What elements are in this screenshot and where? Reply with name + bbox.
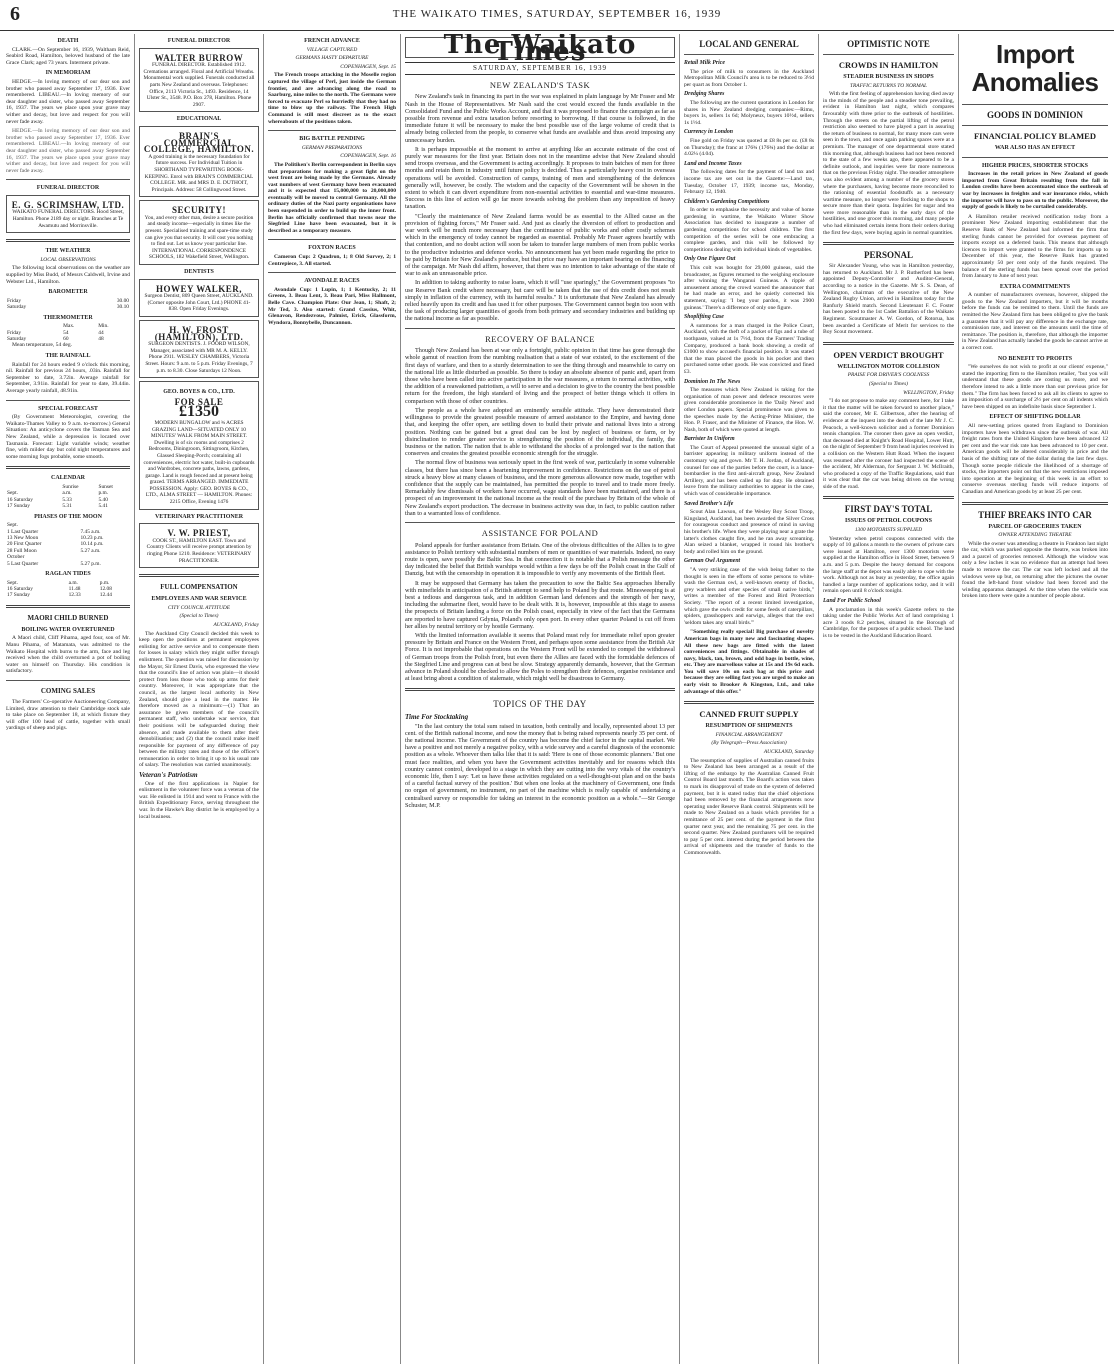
- french-article: The French troops attacking in the Moselle region captured the village of Perl, just inside the German frontier, and are advancing along the road to Saarburg, nine miles to the north. The Germans were forced to evacuate Perl so hurriedly that they had no time to blow up the railway. The French High Command is still most discreet as to the exact whereabouts of the positions taken.: [268, 72, 396, 125]
- temperature-note: Mean temperature, 54 deg.: [12, 342, 73, 349]
- personal-article: Sir Alexander Young, who was in Hamilton yesterday, has returned to Auckland. Mr J. P. Rutherford has been appointed Deputy-Controller and Auditor-General, according to a notice in the Gazette. Mr S. S. Dean, of Wellington, chairman of the executive of the New Zealand Rugby Union, arrived in Hamilton today for the Ranfurly Shield match. Second Lieutenant F. C. Foster has been posted to the 1st Cadet Battalion of the Waikato Regiment. Scoutmaster A. W. Gordon, of Rotorua, has been awarded a Certificate of Merit for services to the Boy Scout movement.: [823, 263, 954, 336]
- calendar-table: [6, 484, 130, 510]
- table-cell: 30.10: [116, 304, 129, 311]
- item-text: The price of milk to consumers in the Auckland Metropolitan Milk Council's area is to be reduced to 3½d per quart as from October 1.: [684, 68, 814, 88]
- import-article: A Hamilton retailer received notification today from a prominent New Zealand importing establishment that the Reserve Bank of New Zealand had informed the firm that sterling funds cannot be provided for overseas payment of imports except on a deferred basis. This means that although licences to import were granted to the firms for imports up to December of this year, the Reserve Bank has granted approximately 50 per cent only of the funds required. The balance of the sterling funds has been spread over the period from January to June of next year.: [962, 213, 1108, 280]
- battle-heading: BIG BATTLE PENDING: [299, 136, 365, 143]
- funeral-heading: FUNERAL DIRECTOR: [36, 185, 100, 192]
- verdict-heading: OPEN VERDICT BROUGHT: [833, 349, 944, 360]
- boyes-name: GEO. BOYES & CO., LTD.: [163, 389, 235, 396]
- topics-subheading: Time For Stocktaking: [405, 712, 469, 721]
- table-cell: 12.08: [99, 586, 112, 592]
- memoriam-heading: IN MEMORIAM: [45, 70, 91, 77]
- security-ad-text: You, and every other man, desire a secure position and steady income—especially in times like the present. Specialised training and spare-time study can give you that security. It will cost you nothing to find out. Let us know your particular line. INTERNATIONAL CORRESPONDENCE SCHOOLS, 182 Wakefield Street, Wellington.: [144, 214, 254, 261]
- crowds-heading: CROWDS IN HAMILTON: [838, 60, 939, 70]
- column-5: [684, 34, 814, 1364]
- editorial-paragraph: The normal flow of business was seriously upset in the first week of war, particularly in some vulnerable classes, but there has since been a heartening improvement in confidence. Restrictions on the use of petrol struck a heavy blow at many classes of business, and the more generous allowance now made, together with confidence that the supply can be maintained, has permitted the people to travel and to trade more freely. Remarkably few dismissals of workers have occurred, wage standards have been maintained, and there is a prospect of an improvement in the national income as the result of the purchase by Britain of the whole of New Zealand's export production. The decrease in business activity was due, in fact, to public caution rather than to a warranted loss of confidence.: [405, 459, 675, 517]
- import-article: All new-setting prices quoted from England to Dominion importers have been withdrawn since the outbreak of war. All freight rates from the United Kingdom have been advanced 12 per cent and the war risk rate has been advanced to 10 per cent. American goods will be altered considerably in price and the basis of the shifting rate of the dollar during the last few days. Though some people ridicule the likelihood of a shortage of stocks, the importers point out that the new restrictions imposed into operation at the beginning of this week in an effort to conserve overseas sterling funds will reduce imports of Canadian and American goods by at least 25 per cent.: [962, 422, 1108, 495]
- table-cell: 5.41: [98, 503, 108, 510]
- divider: [823, 342, 954, 345]
- table-cell: 12.44: [99, 592, 112, 599]
- editorial-body: [405, 347, 675, 517]
- table-cell: p.m.: [98, 490, 109, 497]
- weather-heading: THE WEATHER: [45, 248, 91, 255]
- divider: [268, 239, 396, 240]
- frost-ad: [139, 320, 259, 378]
- thermometer-table: [6, 323, 130, 342]
- editorial-body: [405, 542, 675, 683]
- divider: [6, 466, 130, 469]
- divider: [962, 104, 1108, 105]
- table-cell: 48: [98, 336, 104, 343]
- item-heading: Dredging Shares: [684, 91, 725, 98]
- weather-subheading: LOCAL OBSERVATIONS: [40, 256, 96, 263]
- import-article: "We ourselves do not wish to profit at our clients' expense," stated the importing firm to the Hamilton retailer, "but you will understand that these goods are costing us more, and we therefore intend to ask a little more than our previous price for them." The firm has been forced to ask all its clients to agree to an imposition of a surcharge of 2½ per cent on all indents which have been shipped on an indefinite basis since September 1.: [962, 364, 1108, 410]
- shifting-heading: EFFECT OF SHIFTING DOLLAR: [989, 414, 1081, 421]
- import-heading: Import Anomalies: [971, 39, 1099, 97]
- table-row: [6, 304, 130, 310]
- divider: [405, 328, 675, 329]
- table-cell: 11.48: [68, 586, 81, 592]
- extra-heading: EXTRA COMMITMENTS: [999, 283, 1071, 290]
- table-cell: 10.23 p.m.: [80, 534, 104, 541]
- barometer-label: BAROMETER: [48, 289, 88, 296]
- crowds-subheading: STEADIER BUSINESS IN SHOPS: [843, 74, 934, 80]
- divider: [6, 605, 130, 608]
- maori-heading: MAORI CHILD BURNED: [27, 613, 109, 622]
- divider: [962, 125, 1108, 126]
- verdict-byline: (Special to Times): [869, 380, 908, 387]
- funeral-heading: FUNERAL DIRECTOR: [167, 38, 231, 44]
- divider: [268, 130, 396, 131]
- divider: [823, 496, 954, 499]
- security-ad: [139, 200, 259, 265]
- burrow-ad: [139, 48, 259, 113]
- table-cell: Saturday: [7, 304, 27, 311]
- table-cell: 16 Saturday: [7, 496, 33, 503]
- sale-text: MODERN BUNGALOW and ¾ ACRES GRAZING LAND—SITUATED ONLY 10 MINUTES' WALK FROM MAIN STREET. Dwelling is of six rooms and comprises 2 Bedrooms, Diningroom, Sittingroom, Kitchen, Glassed Sleeping-Porch; containing all conveniences, electric hot water, built-in cupboards and Wardrobes, concrete paths, lawns, gardens, garage. Land is rough fenced and at present being grazed. TERMS ARRANGED. IMMEDIATE POSSESSION. Apply: GEO. BOYES & CO., LTD., ALMA STREET — HAMILTON. Phones: 2215 Office, Evening 1476: [143, 419, 255, 506]
- vet-ad-name: V. W. PRIEST,: [167, 528, 231, 539]
- divider: [962, 157, 1108, 158]
- table-cell: 13 New Moon: [7, 534, 39, 541]
- optimistic-heading: OPTIMISTIC NOTE: [847, 39, 930, 49]
- item-text: "Something really special! Big purchase of novelty American bags in many new and fascinating shapes. All these new bags are fitted with the latest conveniences and fittings. Obtainable in shades of navy, black, tan, brown, and odd bags in bottle, wine, etc. They are marvellous value at 15s and 19s 6d each. You will save 10s on each bag at this price and because they are selling fast you are urged to make an early visit to Brooker & Kingston, Ltd., and take advantage of this offer.": [684, 629, 814, 695]
- compensation-subheading: EMPLOYEES AND WAR SERVICE: [151, 596, 247, 603]
- burrow-ad-name: WALTER BURROW: [154, 52, 244, 63]
- item-text: This colt was bought for 29,000 guineas, said the broadcaster, as figures returned to the weighing enclosure after winning the Wanganui Guineas. A ripple of amusement among the crowd warned the announcer that he had made an error, and he quietly corrected his statement, saying: 'I beg your pardon, it was 2900 guineas.' There's a difference of only one figure.: [684, 265, 814, 311]
- calendar-heading: CALENDAR: [50, 475, 85, 482]
- thief-article: While the owner was attending a theatre in Frankton last night the car, which was parked opposite the theatre, was broken into and a parcel of groceries removed. Although the window was only a few inches it was no evidence that an attempt had been made to remove the car. The car was left locked and all the windows were up but, on returning after the pictures the owner found the left-hand front window had been forced and the winding apparatus damaged. At the time when the vehicle was broken into there were quite a number of people about.: [962, 540, 1108, 600]
- divider: [6, 179, 130, 180]
- first-day-article: Yesterday when petrol coupons connected with the supply of 10 gallons a month to the owners of private cars were issued at Hamilton, over 1300 motorists were supplied at the Hamilton office in Hood Street, between 9 a.m. and 5 p.m. Despite the heavy demand for coupons the large staff at the depot was easily able to cope with the work. Although not as busy as yesterday, the office again handled a large number of applications today, and it will remain open until 8 o'clock tonight.: [823, 535, 954, 595]
- deaths-notice: CLARK.—On September 16, 1939, Waltham Reid, Seabird Road, Hamilton, beloved husband of the late Grace Clark; aged 73 years. Interment private.: [6, 46, 130, 66]
- french-subheading-2: GERMANS HASTY DEPARTURE: [295, 55, 369, 62]
- item-heading: Only One Figure Out: [684, 256, 736, 263]
- vet-ad-text: COOK ST., HAMILTON EAST. Town and Country Clients will receive prompt attention by ringing Phone 1210. Residence: VETERINARY PRACTITIONER.: [146, 537, 252, 564]
- compensation-byline: (Special to Times): [179, 613, 219, 620]
- import-subheading-2: FINANCIAL POLICY BLAMED: [973, 131, 1096, 141]
- table-cell: p.m.: [99, 579, 110, 586]
- column-3: [268, 34, 396, 1364]
- crowds-subheading-2: TRAFFIC RETURNS TO NORMAL: [849, 82, 928, 89]
- avondale-heading: AVONDALE RACES: [304, 278, 360, 285]
- table-cell: a.m.: [62, 490, 72, 497]
- thief-subheading-2: OWNER ATTENDING THEATRE: [998, 532, 1072, 539]
- item-heading: German Owl Argument: [684, 558, 741, 565]
- burrow-ad-text: FUNERAL DIRECTOR. Established 1912. Cremations arranged. Floral and Artificial Wreaths. Monumental work supplied. Funerals conducted all parts New Zealand and overseas. Telephones: Office, 2113 Victoria St., 1493. Residence, 14 Ulster St., 3548. P.O. Box 278, Hamilton. Phone 2907.: [143, 62, 255, 108]
- table-cell: 12.33: [68, 592, 81, 599]
- table-cell: 54: [63, 329, 69, 336]
- table-cell: a.m.: [68, 579, 78, 586]
- topics-heading: TOPICS OF THE DAY: [493, 699, 587, 710]
- column-7: [962, 34, 1108, 1364]
- table-row: [6, 561, 130, 567]
- maori-subheading: BOILING WATER OVERTURNED: [21, 626, 115, 633]
- canned-dateline: AUCKLAND, Saturday: [763, 749, 814, 756]
- import-subheading-3: WAR ALSO HAS AN EFFECT: [994, 145, 1076, 151]
- item-text: "A very striking case of the wish being father to the thought is seen in the efforts of some persons to white-wash the German owl, a well-known enemy of flocks, grey warblers and other species of small native birds," writes a member of the Forest and Bird Protection Society. "The report of a recent limited investigation, which gave the owls credit for some feeds of caterpillars, spiders, grasshoppers and earwigs, alleges that the owl 'seldom takes any small birds.'": [684, 566, 814, 626]
- column-editorial: [405, 34, 675, 1364]
- table-cell: Sept.: [7, 490, 18, 497]
- french-subheading: VILLAGE CAPTURED: [306, 46, 358, 53]
- dentists-heading: DENTISTS: [184, 269, 214, 276]
- first-day-subheading: ISSUES OF PETROL COUPONS: [845, 518, 932, 525]
- divider: [405, 522, 675, 523]
- masthead: [0, 0, 1114, 31]
- barometer-table: [6, 298, 130, 311]
- compensation-dateline: AUCKLAND, Friday: [213, 622, 259, 628]
- import-subheading-4: HIGHER PRICES, SHORTER STOCKS: [981, 162, 1089, 169]
- item-text: The following dates for the payment of land tax and income tax are set out in the Gazette:—Land tax, Tuesday, October 17, 1939; income tax, Monday, February 12, 1940.: [684, 169, 814, 196]
- divider: [6, 680, 130, 681]
- editorial-heading: ASSISTANCE FOR POLAND: [481, 527, 599, 538]
- item-text: Scout Alan Lawson, of the Wesley Boy Scout Troop, Kingsland, Auckland, has been awarded the Silver Cross for courageous conduct and presence of mind in saving his brother's life. When they were playing near a grate the latter's clothes caught fire, and he ran away screaming. Alan seized a blanket, wrapped it round his brother's body and rolled him on the ground.: [684, 509, 814, 555]
- sales-heading: COMING SALES: [40, 686, 96, 695]
- educational-heading: EDUCATIONAL: [176, 116, 222, 123]
- item-heading: Currency in London: [684, 129, 733, 136]
- thief-subheading: PARCEL OF GROCERIES TAKEN: [988, 523, 1082, 530]
- page-number: 6: [10, 3, 20, 25]
- howey-ad-name: HOWEY WALKER,: [155, 283, 242, 294]
- table-cell: 17 Sunday: [7, 592, 30, 599]
- item-heading: Retail Milk Price: [684, 60, 725, 66]
- tides-heading: RAGLAN TIDES: [45, 571, 91, 577]
- import-lead: Increases in the retail prices in New Zealand of goods imported from Great Britain resulting from the fall in London credits have been accentuated since the outbreak of war by increases in freights and war insurance risks, which the importer will have to pass on to the public. Moreover, the supply of goods is likely to be curtailed considerably.: [962, 171, 1108, 211]
- brain-ad-text: A good training is the necessary foundation for future success. For Individual Tuition in SHORTHAND TYPEWRITING BOOK-KEEPING. Enrol with BRAIN'S COMMERCIAL COLLEGE. MR. and MRS D. E. DUTHOIT, Principals. Address: 58 Collingwood Street.: [144, 153, 254, 193]
- table-cell: Sunrise: [62, 483, 79, 490]
- divider: [962, 502, 1108, 505]
- school-heading: Land For Public School: [823, 598, 881, 604]
- table-cell: 5.27 p.m.: [80, 560, 101, 567]
- divider: [6, 400, 130, 401]
- frost-ad-text: SURGEON DENTISTS. J. FOORD WILSON, Manager, associated with MR M. A. KELLY. Phone 2911. WESLEY CHAMBERS, Victoria Street. Hours: 9 a.m. to 5 p.m. Friday Evenings, 7 p.m. to 8.30. Close Saturdays 12 Noon.: [145, 341, 253, 374]
- table-cell: 5.27 a.m.: [80, 547, 101, 554]
- thermometer-label: THERMOMETER: [43, 314, 93, 321]
- column-6: [823, 34, 954, 1364]
- table-cell: Min.: [98, 323, 109, 330]
- canned-article: The resumption of supplies of Australian canned fruits to New Zealand has been arranged as a result of the lifting of the embargo by the Australian Canned Fruit Control Board last month. The Board's action was taken to mark its disapproval of trade on the system of deferred payment, but it is stated today that the chief objections had been removed by the financial arrangements now operating under Reserve Bank control. Shipments will be made to New Zealand on a basis which provides for a remittance of 25 per cent. of the payment in the first quarter next year, and the remaining 75 per cent. in the second quarter. New Zealand purchasers will be required to pay 5 per cent. interest during the period between the arrival of shipments and the transfer of funds to the Commonwealth.: [684, 757, 814, 856]
- table-cell: Sept.: [7, 522, 18, 529]
- item-heading: Saved Brother's Life: [684, 500, 734, 507]
- editorial-paragraph: Though New Zealand has been at war only a fortnight, public opinion in that time has gone through the whole gamut of reaction from the numbing realisation that a state of war existed, to the excitement of the first days of warfare, and then to a sturdy determination to see the thing through and meanwhile to carry on the national life as little disturbed as possible. So there is today an absolute absence of panic and, apart from those who have been called into active participation in the war measures, a return to normal activities, with the addition of a reawakened patriotism, a will to serve and a decision to give to the country the best possible return for the freedom, the high standard of living and the prospect of better things which it offers in comparison with those of other countries.: [405, 347, 675, 405]
- vet-ad: [139, 523, 259, 568]
- table-cell: October: [7, 554, 25, 561]
- for-sale-heading: FOR SALE: [174, 396, 224, 407]
- column-rule: [679, 34, 680, 1364]
- column-rule: [400, 34, 401, 1364]
- item-heading: Children's Gardening Competitions: [684, 198, 770, 205]
- first-day-subheading-2: 1300 MOTORISTS SUPPLIED: [854, 527, 923, 534]
- howey-ad: [139, 279, 259, 317]
- editorial-paragraph: The people as a whole have adopted an eminently sensible attitude. They have demonstrated their willingness to provide the greatest possible measure of armed assistance to the Empire, and having done that, and keeping the offer open, are settling down to build their private and national lives into a strong position. Nothing can be gained but a great deal can be lost by neglect of business or farm, or by disinclination to render greater service in strengthening the position of the individual, the family, the business or the nation. The nation that is able to withstand the shocks of a prolonged war is the nation that conserves and creates the greatest possible economic strength for the struggle.: [405, 406, 675, 458]
- brain-ad-name: BRAIN'S COMMERCIAL COLLEGE, HAMILTON.: [143, 130, 255, 155]
- veteran-article: One of the first applications in Napier for enlistment in the volunteer force was a veteran of the war. He enlisted in 1914 and went to France with the British Expeditionary Force, serving throughout the war. In the Hawke's Bay district he is employed by a local business.: [139, 780, 259, 820]
- table-cell: 5.40: [98, 496, 108, 503]
- paper-name: The Waikato Times: [443, 34, 637, 67]
- table-cell: 60: [63, 336, 69, 343]
- personal-heading: PERSONAL: [863, 250, 913, 261]
- editorial-paragraph: "Clearly the maintenance of New Zealand farms would be as essential to the Allied cause as the provision of fighting forces," Mr Fraser said. And just as clearly the diversion of effort to production and war work will be much more necessary than the continuance of public works and other costly schemes which in the emergency of today cannot be regarded as essential. Probably Mr Fraser agrees heartily with that contention, and no doubt action will soon be taken to transfer large numbers of men from public works to the productive industries and defence works. No announcement has yet been made regarding the price to be paid by Britain for New Zealand's produce, but that price may have an important bearing on the financing of the campaign. Mr Nash did affirm, however, that there was no intention to take advantage of the state of war to ask an unreasonable price.: [405, 212, 675, 278]
- thief-heading: THIEF BREAKS INTO CAR: [978, 509, 1092, 520]
- french-dateline: COPENHAGEN, Sept. 15: [340, 63, 396, 70]
- veteran-heading: Veteran's Patriotism: [139, 771, 198, 780]
- funeral-ad-text: WAIKATO FUNERAL DIRECTORS. Hood Street, Hamilton. Phone 2189 day or night. Branches at Te Awamutu and Morrinsville.: [12, 209, 124, 229]
- moon-heading: PHASES OF THE MOON: [34, 513, 102, 520]
- table-row: [6, 503, 130, 509]
- sale-price: £1350: [179, 403, 219, 421]
- table-cell: 17 Sunday: [7, 503, 30, 510]
- editorial-body: [405, 93, 675, 322]
- table-cell: Max.: [63, 323, 75, 330]
- table-cell: 30.00: [116, 297, 129, 304]
- howey-ad-text: Surgeon Dentist, 809 Queen Street, AUCKLAND. (Corner opposite John Court, Ltd.) PHONE 41-838. Open Friday Evenings.: [144, 293, 254, 313]
- divider: [684, 701, 814, 704]
- editorial-paragraph: It is perhaps impossible at the moment to arrive at anything like an accurate estimate of the cost of purely war measures for the first year. Britain does not in the meantime advise that New Zealand should send troops overseas, and the Government is acting accordingly. It proposes to train batches of men for three months and retain them in industry until future policy is decided. Thus a particularly heavy cost in overseas operations will be avoided. Construction of camps, training of men and strengthening of the defences generally will, however, be costly. The wisdom and the capacity of the Government will be shown in the extent to which it can divert expenditure from non-essential activities to essential and war-time measures. Success in this line of action will go far more towards solving the problem than any imposition of heavy taxation.: [405, 145, 675, 211]
- weather-intro: The following local observations on the weather are supplied by Miss Budd, of Messrs Caldwell, Irvine and Webster Ltd., Hamilton.: [6, 265, 130, 285]
- editorial-paragraph: With the limited information available it seems that Poland must rely for immediate relief upon greater pressure by Britain and France on the Western Front, and perhaps upon some assistance from the British Air Force. It is not improbable that operations on the Western Front will be extended to compel the withdrawal of German troops from the Polish front, but even there the Allies are faced with the formidable defences of the Siegfried Line and progress can at best be slow. Strategy apparently demands, however, that the German advance in Poland should be checked to allow the Poles to strengthen their defences, organise resistance and at least bring about a condition of stalemate, which might well be disastrous to Germany.: [405, 631, 675, 683]
- item-text: The following are the current quotations in London for shares in New Zealand dredging companies:—Rimu, buyers 1s, sellers 1s 6d; Molyneux, buyers 10½d, sellers 1s 1½d.: [684, 99, 814, 126]
- item-heading: Barrister In Uniform: [684, 436, 735, 443]
- table-cell: Friday: [7, 329, 22, 336]
- tides-table: [6, 580, 130, 599]
- table-cell: 5.31: [62, 503, 72, 510]
- nameplate: [405, 34, 675, 67]
- crowds-article: With the first feeling of apprehension having died away in the minds of the people and a steadier tone prevailing, evident in Hamilton last night, which compares favourably with three prior to the outbreak of hostilities. Through the streets on the partial lifting of the petrol restriction also seemed to have played a part in assuring the return of business to normal, for many more cars were seen in the town, and once again parking spaces were at a premium. The manager of one departmental store stated this morning that, although business had not been restored to the state of a few weeks ago, there appeared to be a definite outlook, and inquiries were far more numerous that on the previous Friday night. The steadier atmosphere was also evident among a number of the grocery stores where the purchasers, having become more reconciled to the rationing of essential foodstuffs as a necessary wartime measure, no longer were flocking to the shops to secure more than their quota. Inquiries for sugar and tea were more reasonable than in the early days of the hostilities, and one grocer this morning, and many people who had eliminated certain items from their orders during the first few days, were buying again in normal quantities.: [823, 91, 954, 236]
- column-rule: [958, 34, 959, 1364]
- editorial-paragraph: In addition to taking authority to raise loans, which it will "use sparingly," the Government proposes "to use Reserve Bank credit where necessary, but care will be taken that the use of this credit does not result simply in inflation of the currency, with its harmful results." It is unfortunate that New Zealand has already relied heavily upon its credit and has used it for other purposes. The Government cannot begin too soon with the task of producing larger quantities of goods from both primary and secondary industries and building up the national income as far as possible.: [405, 279, 675, 323]
- divider: [684, 54, 814, 55]
- editorial-paragraph: It may be supposed that Germany has taken the precaution to sow the Baltic Sea approaches liberally with minefields in anticipation of a British attempt to send help to Poland by that route. Minesweeping is at best a tedious and dangerous task, and in addition German land defences and the strength of her navy, including the submarine fleet, would have to be dealt with. It is, however, impossible at this stage to assess the prospects of Britain landing a force on the Polish coast, especially in view of the fact that the Germans are reported to have captured Gdynia, Poland's only open port. In every other quarter Poland is cut off from her allies by neutral territory or by hostile Germany.: [405, 579, 675, 630]
- table-cell: 10.14 p.m.: [80, 541, 104, 548]
- battle-subheading: GERMAN PREPARATIONS: [301, 144, 363, 151]
- canned-subheading-2: FINANCIAL ARRANGEMENT: [715, 731, 783, 738]
- french-heading: FRENCH ADVANCE: [304, 38, 360, 44]
- table-cell: 5 Last Quarter: [7, 560, 39, 567]
- moon-table: [6, 522, 130, 567]
- security-ad-name: SECURITY!: [171, 205, 226, 216]
- item-heading: Shoplifting Case: [684, 314, 724, 321]
- battle-article: The Politiken's Berlin correspondent in Berlin says that preparations for making a great fight on the west front are being made by the Germans. Already vast numbers of west Germany have been evacuated and it is expected that 15,000,000 to 20,000,000 eventually will be moved to central Germany. All the ordinary duties of the Nazi party organisations have been suspended in order to build up the inner front. Berlin has officially confirmed that towns near the Siegfried Line have been evacuated, but it is described as a temporary measure.: [268, 161, 396, 234]
- sales-article: The Farmers' Co-operative Auctioneering Company, Limited, draw attention to their Cambridge stock sale to take place on September 18, at which fixture they will offer 100 head of cattle, together with small yardings of sheep and pigs.: [6, 698, 130, 732]
- masthead-title: THE WAIKATO TIMES, SATURDAY, SEPTEMBER 16, 1939: [392, 8, 722, 20]
- item-text: The measures which New Zealand is taking for the organisation of man power and defence resources were given considerable prominence in the 'Daily News' and other London papers. Special prominence was given to the speeches made by the Acting-Prime Minister, the Hon. P. Fraser, and the Minister of Finance, the Hon. W. Nash, both of which were quoted at length.: [684, 387, 814, 433]
- column-rule: [134, 34, 135, 1364]
- school-article: A proclamation in this week's Gazette refers to the taking under the Public Works Act of land comprising 1 acre 3 roods 8.2 perches, situated in the Borough of Cambridge, for the purposes of a public school. The land is to be vested in the Auckland Education Board.: [823, 606, 954, 639]
- table-cell: 44: [98, 329, 104, 336]
- rainfall-heading: THE RAINFALL: [45, 353, 91, 360]
- funeral-ad: [6, 195, 130, 233]
- sale-ad: [139, 381, 259, 510]
- item-heading: Dominion In The News: [684, 378, 741, 385]
- frost-ad-name: H. W. FROST (HAMILTON), LTD.: [154, 325, 244, 342]
- table-cell: Saturday: [7, 336, 27, 343]
- verdict-dateline: WELLINGTON, Friday: [903, 389, 954, 396]
- column-rule: [263, 34, 264, 1364]
- import-subheading: GOODS IN DOMINION: [986, 110, 1083, 120]
- funeral-ad-name: E. G. SCRIMSHAW, LTD.: [11, 199, 125, 210]
- table-cell: 16 Saturday: [7, 586, 33, 592]
- table-cell: 28 Full Moon: [7, 547, 37, 554]
- foxton-article: Cameron Cup: 2 Quadron, 1; 8 Old Survey, 2; 1 Centrepiece, 3. All started.: [268, 254, 396, 267]
- topics-body: [405, 723, 675, 809]
- divider: [268, 272, 396, 273]
- divider: [139, 574, 259, 577]
- editorial-date: SATURDAY, SEPTEMBER 16, 1939: [405, 62, 675, 75]
- verdict-article: "I do not propose to make any comment here, for I take it that the matter will be taken forward to another place," said the coroner, Mr E. Gilbertson, after the hearing of evidence at the inquest into the death of the late Mr J. C. Peacock, a well-known solicitor and a former Dominion tennis champion. The coroner then gave an open verdict, that deceased died at Knight's Road Hospital, Lower Hutt, on the night of September 9 from head injuries received in a collision on the Western Hutt Road. When the inquest was resumed after the coroner had inspected the scene of the accident, Mr Alderman, for Sergeant J. W. McIlraith, who produced a copy of the Traffic Regulations, said that it was clear that the car was being driven on the wrong side of the road.: [823, 398, 954, 490]
- vet-heading: VETERINARY PRACTITIONER: [154, 513, 244, 520]
- column-rule: [818, 34, 819, 1364]
- forecast-text: (By Government Meteorologist, covering the Waikato-Thames Valley to 9 a.m. to-morrow.) General Situation: An anticyclone covers the Tasman Sea and New Zealand, while a depression is located over Tasmania. Forecast: Light variable winds; weather fine, with milder day but cold night temperatures and some morning fogs probable, some smooth.: [6, 414, 130, 460]
- deaths-heading: DEATH: [57, 38, 79, 44]
- item-text: Fine gold on Friday was quoted at £8 8s per oz. (£8 8s on Thursday); the franc at 176¾ (176¾) and the dollar at 4.02¼ (4.04).: [684, 137, 814, 158]
- table-cell: Sunset: [98, 483, 113, 490]
- table-row: [6, 592, 130, 598]
- editorial-heading: RECOVERY OF BALANCE: [485, 333, 595, 344]
- verdict-subheading-2: PRAISE FOR DRIVER'S COOLNESS: [847, 372, 930, 379]
- forecast-heading: SPECIAL FORECAST: [38, 405, 98, 412]
- editorial-paragraph: New Zealand's task in financing its part in the war was explained in plain language by Mr Fraser and Mr Nash in the House of Representatives. Mr Nash said the cost would exceed the funds available in the Consolidated Fund and the Public Works Account, and that it was proposed to finance the campaign as far as possible from revenue and extra taxation before resorting to borrowing. If that course is followed, in the immediate future it will be necessary to make the best possible use of the large volume of credit that is already being collected from the people, to conserve what funds are available and thus avoid imposing any unnecessary burden.: [405, 93, 675, 144]
- compensation-article: The Auckland City Council decided this week to keep open the positions at permanent employees enlisting for active service and to compensate them for losses in salary which they might suffer through enlistment. The question was raised for discussion by the Mayor, Sir Ernest Davis, who expressed the view that the council's line of action was plain—it should protect from loss those who took up arms for their country. Moreover, it was appropriate that the council, as the largest local authority in New Zealand, should give a lead in the matter. He therefore moved as a minimum:—(1) That an assurance be given members of the council's permanent staff, who undertake war service, that their positions will be safeguarded during their absence, and made available to them after their demobilisation; and (2) that the council make itself responsible for payment of any difference of pay between the military rates and those of the officer's remuneration in order to bring it up to his usual rate of salary. The resolution was carried unanimously.: [139, 630, 259, 769]
- table-cell: Sept.: [7, 579, 18, 586]
- topics-paragraph: "In the last century the total sum raised in taxation, both centrally and locally, represented about 13 per cent. of the British national income, and now the money that is being raised represents nearly 35 per cent. of the national income. The Government of the country has become the chief factor in the capital market. We have a positive and not merely a negative policy, with a wide survey and a careful diagnosis of the economic position as a whole. Whoever then talks like that it is said: 'Here is one of those economic planners.' But one must face realities, and when you have the Government activities inevitably and for reasons which this country cannot control, developed to a stage in which they are cutting into the very vitals of the country's economic life, then I say: 'Let us have these activities regulated on a well-thought-out plan and on the basis of a careful factual survey of the position.' But when one looks at the machinery of Government, one finds no organ of government, no instrument, no part of the machine which is really capable of undertaking a centralised survey or responsible for taking an interest in the economic position as a whole."—Sir George Schuster, M.P.: [405, 722, 675, 809]
- divider: [823, 242, 954, 245]
- rainfall-text: Rainfall for 24 hours ended 9 o'clock this morning, nil. Rainfall for previous 24 hours, .03in. Rainfall for September to date, 3.72in. Average rainfall for September, 3.91in. Rainfall for year to date, 39.44in. Average yearly rainfall, 48.91in.: [6, 361, 130, 394]
- canned-byline: (By Telegraph—Press Association): [711, 740, 787, 747]
- divider: [823, 54, 954, 55]
- memoriam-notice: HEDGE.—In loving memory of our dear son and brother who passed away September 17, 1936. Ever remembered. LIBEAU.—In loving memory of our dear daughter and sister, who passed away September 16, 1937. The years we place upon your grave may wither and decay, but love and respect for you will never fade away.: [6, 128, 130, 174]
- foxton-heading: FOXTON RACES: [308, 245, 356, 252]
- compensation-heading: FULL COMPENSATION: [160, 583, 238, 592]
- avondale-article: Avondale Cup: 1 Lupin, 1; 1 Kentucky, 2; 11 Greens, 3. Beau Lent, 3. Beau Pari, Miss Hallmont, Belle Cave. Champion Plate: Our Jean, 1; Shaft, 2; Mr Ted, 3. Also started: Grand Cassius, Whit, Glenavon, Rendezvous, Palmist, Erick, Glassform, Wyndora, Bonnybelle, Duncannon.: [268, 286, 396, 326]
- first-day-heading: FIRST DAY'S TOTAL: [844, 504, 933, 515]
- item-heading: Land and Income Taxes: [684, 160, 742, 167]
- battle-dateline: COPENHAGEN, Sept. 16: [340, 153, 396, 160]
- table-cell: 5.33: [62, 496, 72, 503]
- editorial-paragraph: Poland appeals for further assistance from Britain. One of the obvious difficulties of the Allies is to give assistance to Polish territory with substantial numbers of men or quantities of war materials. Indeed, no easy route is open, save possibly the Baltic Sea. In that connection it is notable that a Polish message the other day indicated the belief that British warships would within a few days be off the Polish coast in the Gulf of Danzig, but with the censorship in operation it is impossible to verify any movements of the British fleet.: [405, 541, 675, 578]
- import-article: A number of manufacturers overseas, however, shipped the goods to the New Zealand importers, but it will be months before the funds can be remitted to them. Until the funds are remitted the New Zealand firm has been obliged to give the bank a guarantee that it will pay any difference in the exchange rate, commission rate, and interest on the amounts until the time of remittance. The position is, therefore, that although the importer in New Zealand has actually landed the goods he cannot arrive at a correct cost.: [962, 292, 1108, 352]
- memoriam-notice: HEDGE.—In loving memory of our dear son and brother who passed away September 17, 1936. Ever remembered. LIBEAU.—In loving memory of our dear daughter and sister, who passed away September 16, 1937. The years we place upon your grave may wither and decay, but love and respect for you will never fade away.: [6, 78, 130, 125]
- table-cell: 20 First Quarter: [7, 541, 42, 548]
- brain-ad: [139, 126, 259, 197]
- table-cell: Friday: [7, 297, 22, 304]
- table-cell: 7.45 a.m.: [80, 528, 101, 535]
- local-general-heading: LOCAL AND GENERAL: [699, 39, 799, 49]
- editorial-heading: NEW ZEALAND'S TASK: [489, 79, 591, 90]
- maori-article: A Maori child, Cliff Pihama, aged four, son of Mr. Manu Pihama, of Matamata, was admitted to the Waikato Hospital with burns to the arm, face and leg received when the child overturned a pot of boiling water on himself on Thursday. His condition is satisfactory.: [6, 635, 130, 675]
- compensation-subheading-2: CITY COUNCIL ATTITUDE: [167, 604, 231, 611]
- divider: [6, 239, 130, 242]
- prices-heading: NO BENEFIT TO PROFITS: [997, 355, 1073, 362]
- canned-heading: CANNED FRUIT SUPPLY: [699, 709, 799, 720]
- divider: [405, 688, 675, 691]
- canned-subheading: RESUMPTION OF SHIPMENTS: [705, 723, 793, 730]
- table-cell: 1 Last Quarter: [7, 528, 39, 535]
- item-text: In order to emphasise the necessity and value of home gardening in wartime, the Waikato Winter Show Association has decided to inaugurate a number of gardening competitions for school children. The first competition of the series will be one embracing a complete garden, and this will be followed by competitions dealing with individual kinds of vegetables.: [684, 207, 814, 253]
- column-2: [139, 34, 259, 1364]
- item-text: A summons for a man charged in the Police Court, Auckland, with the theft of a packet of figs and a tube of toothpaste, valued at 1s 7½d, from the Farmers' Trading Company, produced a bank book showing a credit of £1000 to show accused's financial position. It was stated that the man placed the goods in his pocket and then purchased some other goods. He was convicted and fined £3.: [684, 322, 814, 375]
- item-text: The Court of Appeal presented the unusual sight of a barrister appearing in military uniform instead of the customary wig and gown. Mr T. H. Jordan, of Auckland, counsel for one of the parties before the court, is a lance-bombardier in the first anti-aircraft group, New Zealand Artillery, and has been called up for duty. He obtained leave from the military authorities to appear in the case, which was of considerable importance.: [684, 444, 814, 498]
- verdict-subheading: WELLINGTON MOTOR COLLISION: [837, 363, 940, 370]
- column-1: [6, 34, 130, 1364]
